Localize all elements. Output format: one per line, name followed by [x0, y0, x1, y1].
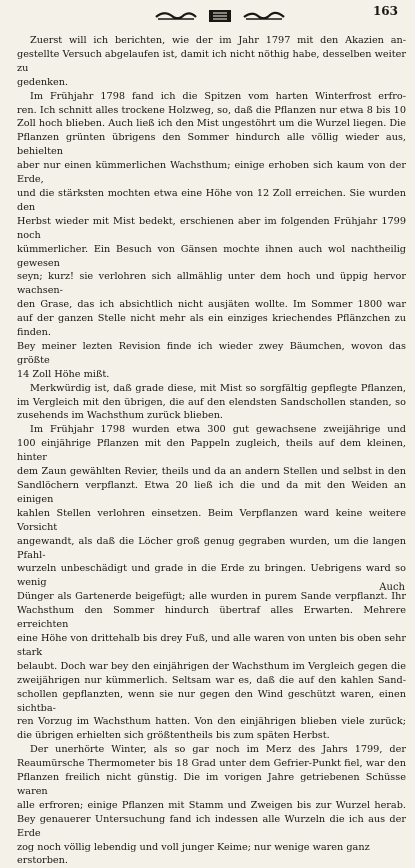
text-line: dem Zaun gewählten Revier, theils und da an andern Stellen und selbst in den	[17, 466, 406, 478]
text-line: ren. Ich schnitt alles trockene Holzweg, so, daß die Pflanzen nur etwa 8 bis 10	[17, 104, 406, 116]
text-line: Dünger als Gartenerde beigefügt; alle wurden in purem Sande verpflanzt. Ihr	[17, 591, 406, 603]
paragraph	[17, 34, 406, 90]
text-line: Wachsthum den Sommer hindurch übertraf alles Erwarten. Mehrere erreichten	[17, 605, 406, 631]
body-text	[17, 34, 406, 868]
text-line: aber nur einen kümmerlichen Wachsthum; einige erhoben sich kaum von der Erde,	[17, 160, 406, 186]
text-line: Zoll hoch blieben. Auch ließ ich den Mist ungestöhrt um die Wurzel liegen. Die	[17, 118, 406, 130]
text-line: Im Frühjahr 1798 wurden etwa 300 gut gewachsene zweijährige und	[30, 424, 406, 436]
text-line: 100 einjährige Pflanzen mit den Pappeln zugleich, theils auf dem kleinen, hinter	[17, 438, 406, 464]
text-line: schollen gepflanzten, wenn sie nur gegen den Wind geschützt waren, einen sichtba-	[17, 688, 406, 714]
paragraph	[17, 90, 406, 382]
text-line: Merkwürdig ist, daß grade diese, mit Mist so sorgfältig gepflegte Pflanzen,	[30, 382, 406, 394]
text-line: Herbst wieder mit Mist bedekt, erschienen aber im folgenden Frühjahr 1799 noch	[17, 215, 406, 241]
text-line: gedenken.	[17, 76, 69, 88]
text-line: alle erfroren; einige Pflanzen mit Stamm und Zweigen bis zur Wurzel herab.	[17, 799, 406, 811]
text-line: zog noch völlig lebendig und voll junger Keime; nur wenige waren ganz erstorben.	[17, 841, 370, 867]
text-line: die übrigen erhielten sich größtentheils bis zum späten Herbst.	[17, 730, 330, 742]
text-line: den Grase, das ich absichtlich nicht ausjäten wollte. Im Sommer 1800 war	[17, 299, 406, 311]
text-line: Der unerhörte Winter, als so gar noch im Merz des Jahrs 1799, der	[30, 744, 406, 756]
catchword: Auch	[379, 582, 405, 593]
page-number: 163	[372, 4, 398, 18]
text-line: Zuerst will ich berichten, wie der im Jahr 1797 mit den Akazien an-	[30, 35, 406, 46]
paragraph	[17, 743, 406, 868]
text-line: seyn; kurz! sie verlohren sich allmählig unter dem hoch und üppig hervor wachsen-	[17, 271, 406, 297]
text-line: gestellte Versuch abgelaufen ist, damit ich nicht nöthig habe, desselben weiter zu	[17, 48, 406, 74]
text-line: eine Höhe von drittehalb bis drey Fuß, und alle waren von unten bis oben sehr stark	[17, 632, 406, 658]
paragraph	[17, 423, 406, 743]
text-line: zweijährigen nur kümmerlich. Seltsam war es, daß die auf den kahlen Sand-	[17, 674, 406, 686]
paragraph	[17, 382, 406, 424]
text-line: wurzeln unbeschädigt und grade in die Erde zu bringen. Uebrigens ward so wenig	[17, 563, 406, 589]
text-line: kümmerlicher. Ein Besuch von Gänsen mochte ihnen auch wol nachtheilig gewesen	[17, 243, 406, 269]
page-header	[17, 0, 406, 34]
text-line: Reaumürsche Thermometer bis 18 Grad unter dem Gefrier-Punkt fiel, war den	[17, 758, 406, 770]
text-line: Pflanzen freilich nicht günstig. Die im vorigen Jahre getriebenen Schüsse waren	[17, 772, 406, 797]
text-line: 14 Zoll Höhe mißt.	[17, 368, 110, 380]
text-line: im Vergleich mit den übrigen, die auf den elendsten Sandschollen standen, so	[17, 396, 406, 408]
text-line: Pflanzen grünten übrigens den Sommer hindurch alle völlig wieder aus, behielten	[17, 132, 406, 158]
text-line: kahlen Stellen verlohren einsetzen. Beim Verpflanzen ward keine weitere Vorsicht	[17, 507, 406, 533]
text-line: Bey genauerer Untersuchung fand ich indessen alle Wurzeln die ich aus der Erde	[17, 813, 406, 839]
text-line: Im Frühjahr 1798 fand ich die Spitzen vom harten Winterfrost erfro-	[30, 90, 406, 102]
text-line: und die stärksten mochten etwa eine Höhe von 12 Zoll erreichen. Sie wurden den	[17, 187, 406, 213]
text-line: angewandt, als daß die Löcher groß genug gegraben wurden, um die langen Pfahl-	[17, 535, 406, 561]
decorative-ornament-icon	[154, 8, 286, 24]
text-line: belaubt. Doch war bey den einjährigen der Wachsthum im Vergleich gegen die	[17, 660, 406, 672]
text-line: Sandlöchern verpflanzt. Etwa 20 ließ ich die und da mit den Weiden an einigen	[17, 480, 406, 505]
text-line: Bey meiner lezten Revision finde ich wieder zwey Bäumchen, wovon das größte	[17, 340, 406, 366]
text-line: zusehends im Wachsthum zurück blieben.	[17, 410, 224, 422]
text-line: auf der ganzen Stelle nicht mehr als ein einziges kriechendes Pflänzchen zu finden.	[17, 313, 406, 339]
text-line: ren Vorzug im Wachsthum hatten. Von den einjährigen blieben viele zurück;	[17, 716, 406, 728]
